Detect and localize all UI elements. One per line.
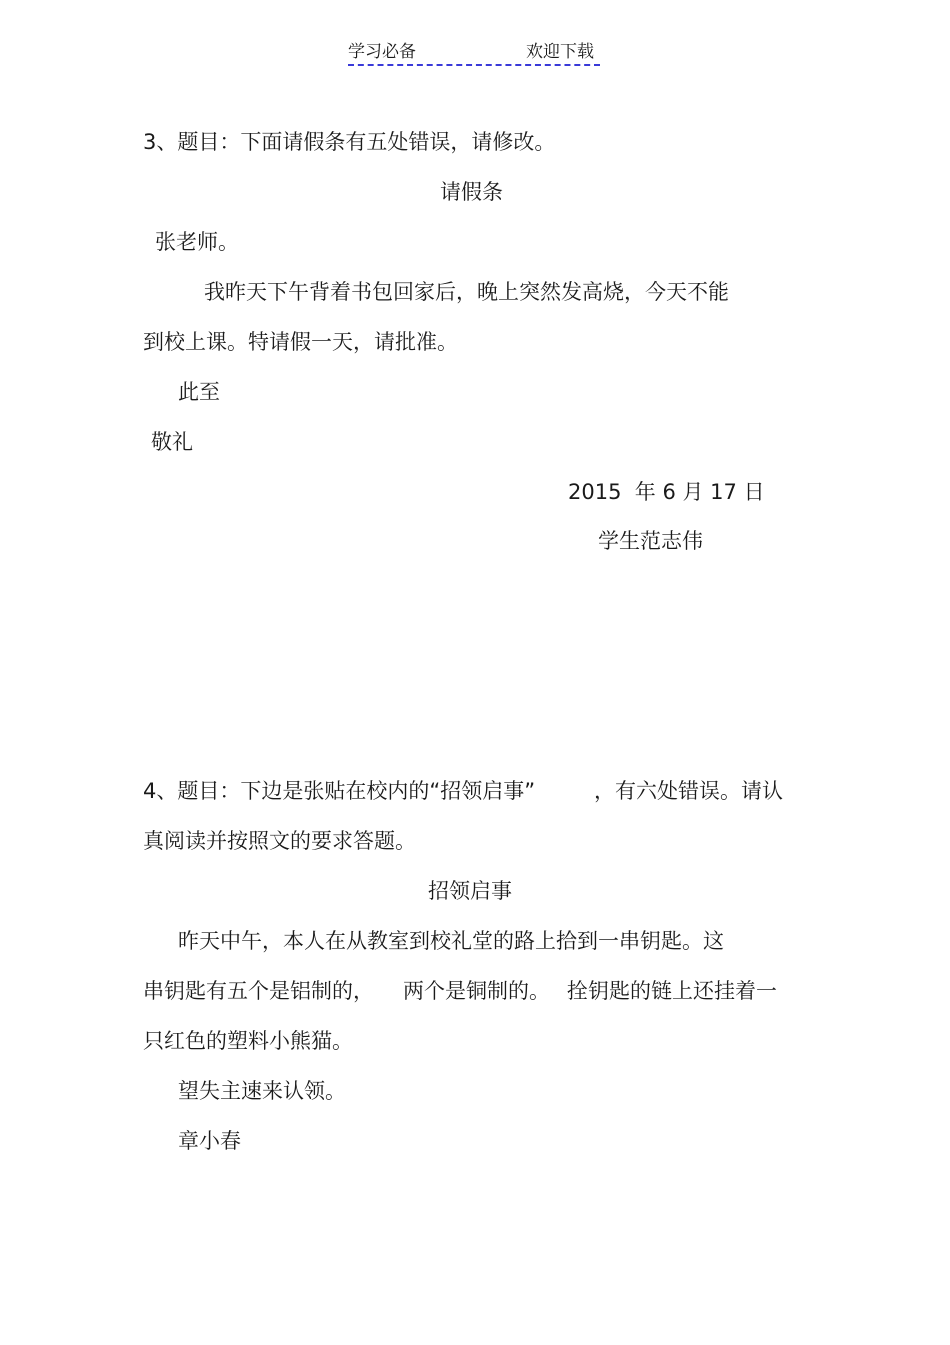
q3-date: 2015 年 6 月 17 日 [568, 480, 765, 504]
q4-body-line1: 昨天中午，本人在从教室到校礼堂的路上拾到一串钥匙。这 [178, 929, 724, 953]
q4-prompt-line1a: 4、题目：下边是张贴在校内的“招领启事” [143, 779, 536, 803]
q3-title: 请假条 [440, 180, 503, 204]
q3-signature: 学生范志伟 [598, 529, 703, 553]
q4-body-line2b: 两个是铜制的。 [403, 979, 550, 1003]
q4-prompt-line2: 真阅读并按照文的要求答题。 [143, 829, 416, 853]
header-right: 欢迎下载 [526, 42, 594, 62]
q3-prompt: 3、题目：下面请假条有五处错误，请修改。 [143, 130, 556, 154]
q4-prompt-line1b: ，有六处错误。请认 [594, 779, 783, 803]
q3-body-line1: 我昨天下午背着书包回家后，晚上突然发高烧，今天不能 [204, 280, 729, 304]
header-divider [348, 64, 600, 66]
q4-body-line2c: 拴钥匙的链上还挂着一 [567, 979, 777, 1003]
q3-closing1: 此至 [178, 380, 220, 404]
q3-closing2: 敬礼 [151, 430, 193, 454]
header-left: 学习必备 [348, 42, 416, 62]
q4-closing: 望失主速来认领。 [178, 1079, 346, 1103]
q3-salutation: 张老师。 [155, 230, 239, 254]
q4-signature: 章小春 [178, 1129, 241, 1153]
q4-title: 招领启事 [428, 879, 512, 903]
q3-body-line2: 到校上课。特请假一天，请批准。 [143, 330, 458, 354]
q4-body-line3: 只红色的塑料小熊猫。 [143, 1029, 353, 1053]
q4-body-line2a: 串钥匙有五个是铝制的， [143, 979, 374, 1003]
